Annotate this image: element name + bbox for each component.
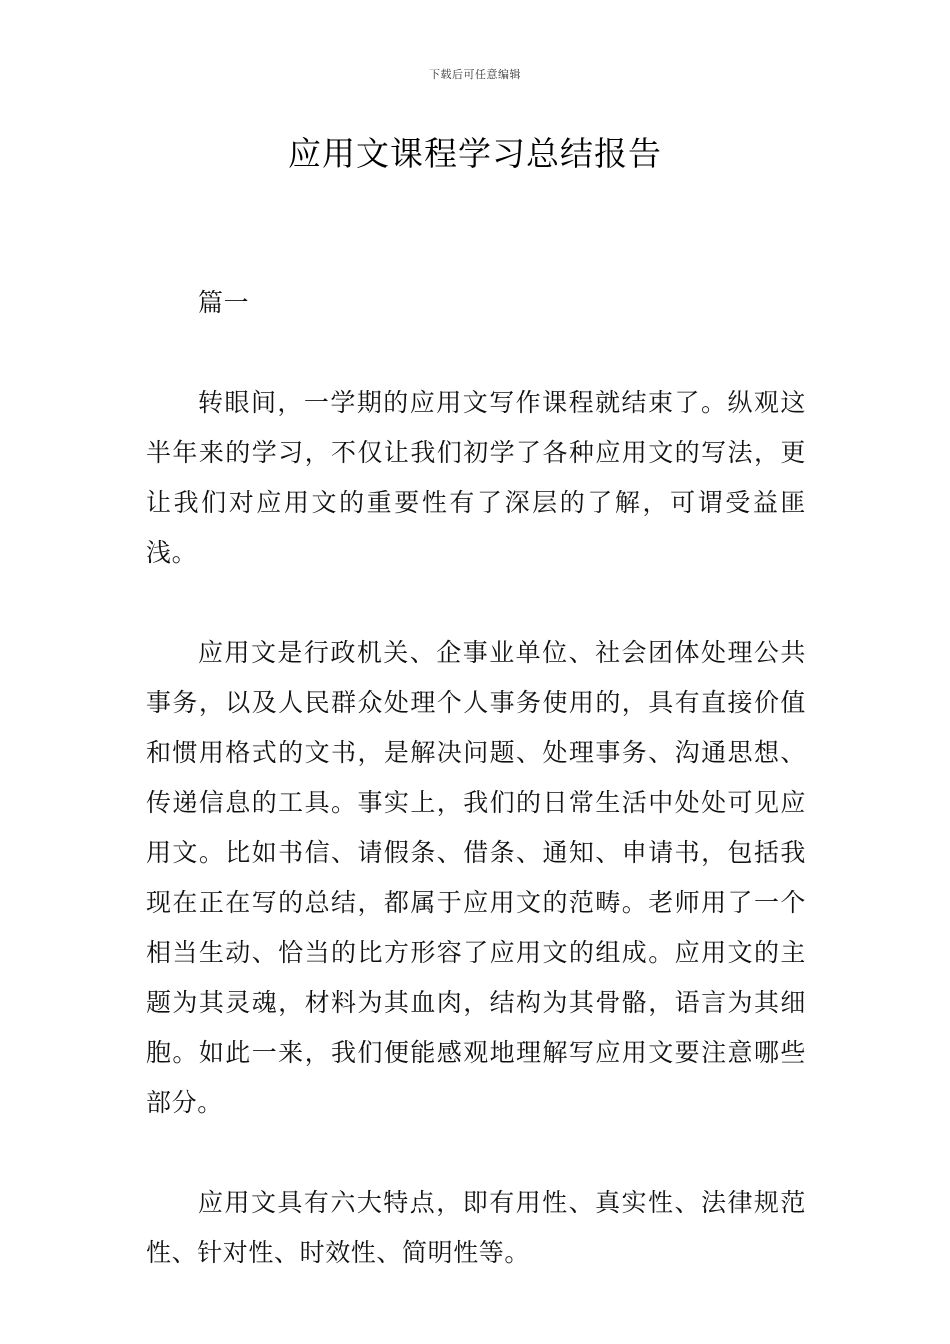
paragraph-1: 转眼间，一学期的应用文写作课程就结束了。纵观这半年来的学习，不仅让我们初学了各种应用文的写法，更让我们对应用文的重要性有了深层的了解，可谓受益匪浅。: [146, 388, 806, 567]
paragraph-2: 应用文是行政机关、企事业单位、社会团体处理公共事务，以及人民群众处理个人事务使用的，具有直接价值和惯用格式的文书，是解决问题、处理事务、沟通思想、传递信息的工具。事实上，我们的日常生活中处处可见应用文。比如书信、请假条、借条、通知、申请书，包括我现在正在写的总结，都属于应用文的范畴。老师用了一个相当生动、恰当的比方形容了应用文的组成。应用文的主题为其灵魂，材料为其血肉，结构为其骨骼，语言为其细胞。如此一来，我们便能感观地理解写应用文要注意哪些部分。: [146, 638, 806, 1117]
document-title: 应用文课程学习总结报告: [288, 134, 662, 173]
document-body: [146, 278, 806, 1278]
section-label: 篇一: [198, 288, 250, 317]
header-note: 下载后可任意编辑: [429, 68, 521, 81]
paragraph-3: 应用文具有六大特点，即有用性、真实性、法律规范性、针对性、时效性、简明性等。: [146, 1188, 806, 1267]
